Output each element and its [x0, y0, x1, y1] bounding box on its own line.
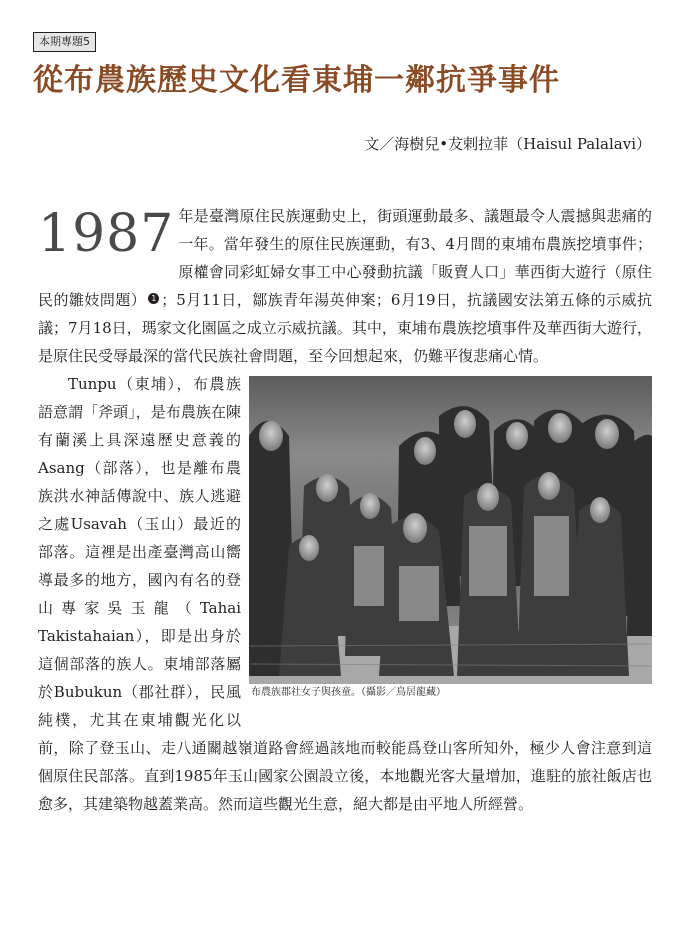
author-byline: 文／海樹兒•犮剌拉菲（Haisul Palalavi） — [364, 135, 651, 153]
historical-photo — [249, 376, 652, 684]
paragraph-1-text-a: 年是臺灣原住民族運動史上，街頭運動最多、議題最令人震撼與悲痛的一年。當年發生的原住民族運動，有3、4月間的東埔布農族挖墳事件；原權會同彩虹婦女事工中心發動抗議「販賣人口」華西街大遊行（原住民的雛妓問題） — [38, 207, 652, 309]
drop-cap-year: 1987 — [38, 204, 175, 264]
paragraph-1-text-b: ；5月11日，鄒族青年湯英伸案；6月19日，抗議國安法第五條的示威抗議；7月18日，瑪家文化園區之成立示威抗議。其中，東埔布農族挖墳事件及華西街大遊行，是原住民受辱最深的當代民族社會問題，至今回想起來，仍難平復悲痛心情。 — [38, 291, 652, 365]
footnote-marker[interactable]: 1 — [148, 293, 159, 304]
section-tag: 本期專題5 — [33, 32, 96, 52]
paragraph-1 — [38, 202, 652, 370]
article-title: 從布農族歷史文化看東埔一鄰抗爭事件 — [33, 63, 560, 98]
article-body — [38, 202, 652, 914]
historical-photo-figure — [249, 376, 652, 704]
photo-caption: 布農族郡社女子與孩童。（攝影／鳥居龍藏） — [251, 687, 446, 698]
paragraph-2-text: Tunpu（東埔），布農族語意謂「斧頭」，是布農族在陳有蘭溪上具深遠歷史意義的Asang（部落），也是離布農族洪水神話傳說中、族人逃避之處Usavah（玉山）最近的部落。這裡是出產臺灣高山嚮導最多的地方，國內有名的登山專家吳玉龍（Tahai Takistahaian），即是出身於這個部落的族人。東埔部落屬於Bubukun（郡社群），民風純樸，尤其在東埔觀光化以前，除了登玉山、走八通關越嶺道路會經過該地而較能爲登山客所知外，極少人會注意到這個原住民部落。直到1985年玉山國家公園設立後，本地觀光客大量增加，進駐的旅社飯店也愈多，其建築物越蓋業高。然而這些觀光生意，絕大都是由平地人所經營。 — [38, 375, 652, 813]
